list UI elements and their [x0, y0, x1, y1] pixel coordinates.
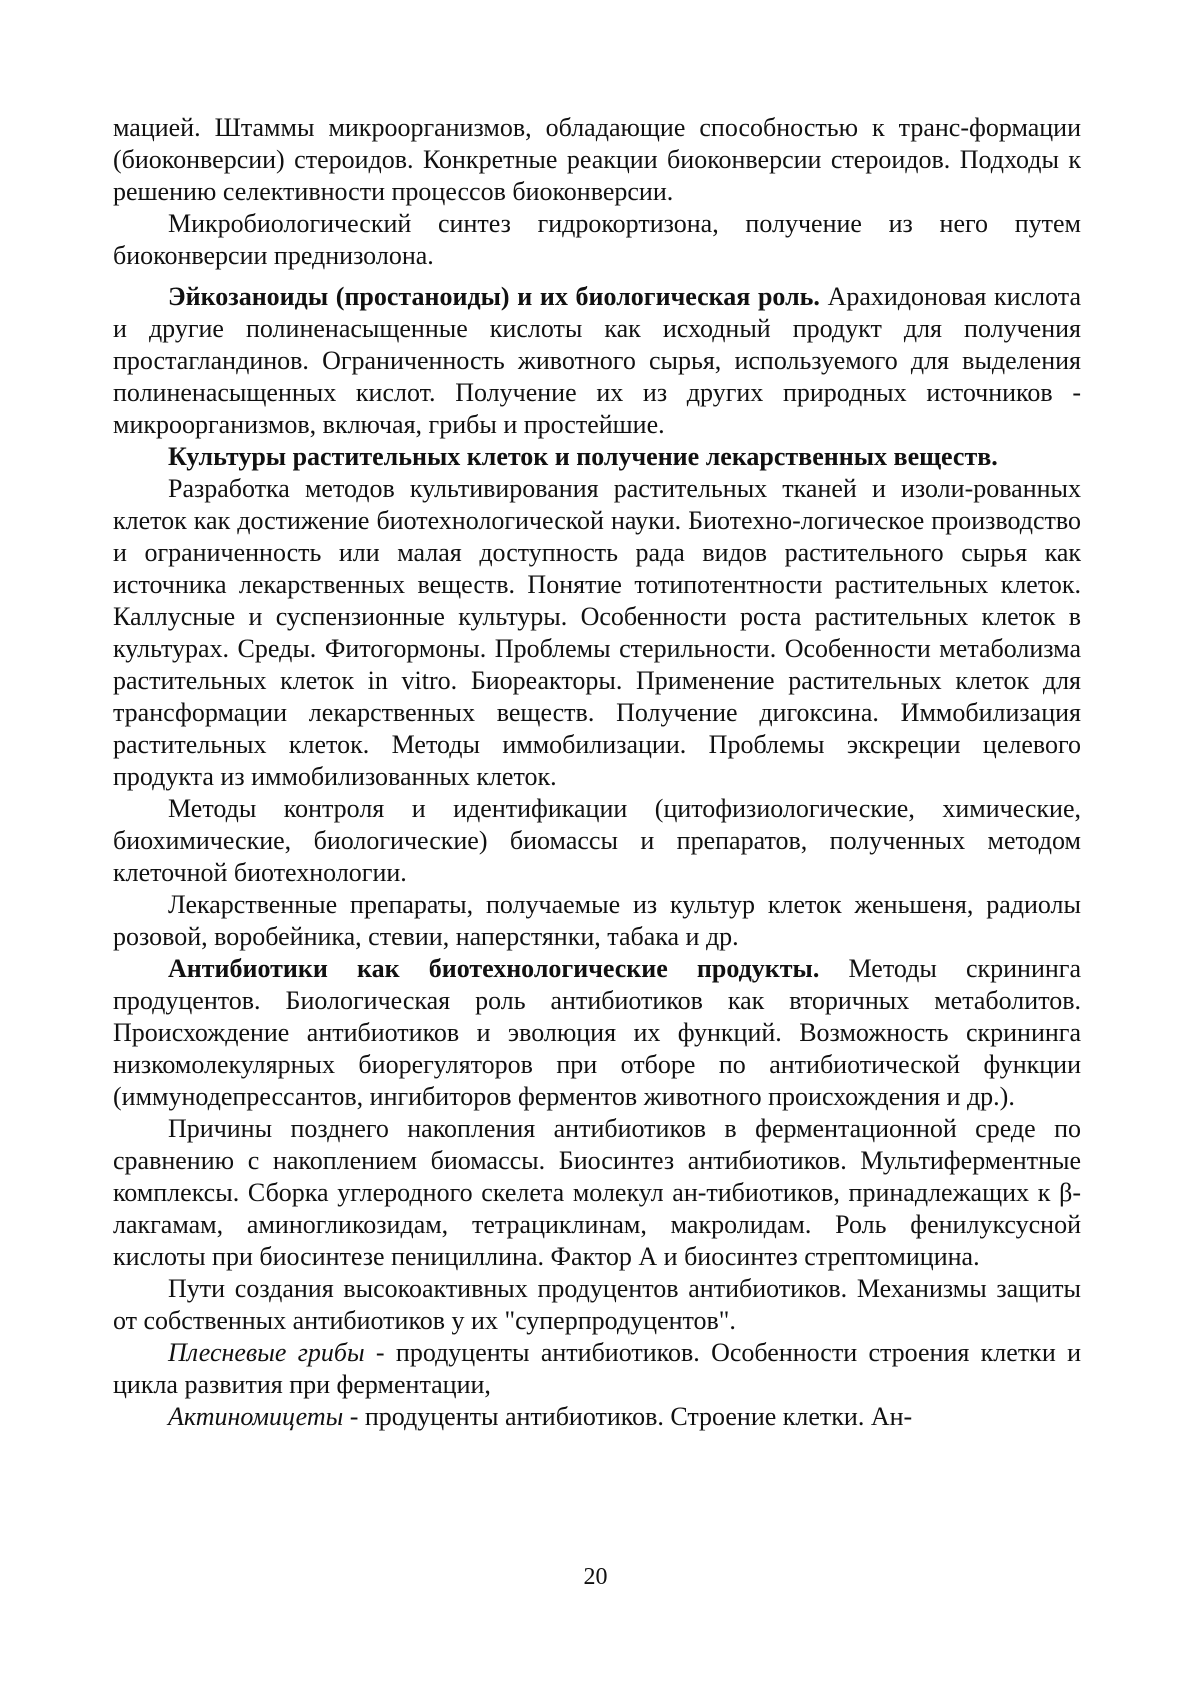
paragraph	[113, 473, 1081, 793]
paragraph	[113, 112, 1081, 208]
page-number: 20	[583, 1564, 608, 1590]
body-text	[113, 112, 1081, 1433]
paragraph	[113, 793, 1081, 889]
paragraph	[113, 1401, 1081, 1433]
italic-term: Актиномицеты	[168, 1402, 344, 1431]
section-heading: Культуры растительных клеток и получение лекарственных веществ.	[168, 442, 998, 471]
text-run: Микробиологический синтез гидрокортизона, получение из него путем биоконверсии преднизолона.	[113, 209, 1081, 270]
text-run: Пути создания высокоактивных продуцентов антибиотиков. Механизмы защиты от собственных антибиотиков у их "суперпродуцентов".	[113, 1274, 1081, 1335]
paragraph	[113, 281, 1081, 441]
paragraph	[113, 889, 1081, 953]
text-run: Арахидоновая кислота и другие полиненасыщенные кислоты как исходный продукт для получения простагландинов. Ограниченность животного сырья, используемого для выделения полиненасыщенных кислот. Получение их из других природных источников - микроорганизмов, включая, грибы и простейшие.	[113, 282, 1081, 439]
text-run: мацией. Штаммы микроорганизмов, обладающие способностью к транс-формации (биоконверсии) стероидов. Конкретные реакции биоконверсии стероидов. Подходы к решению селективности процессов биоконверсии.	[113, 113, 1081, 206]
paragraph	[113, 1273, 1081, 1337]
paragraph	[113, 953, 1081, 1113]
paragraph	[113, 1337, 1081, 1401]
text-run: Методы скрининга продуцентов. Биологическая роль антибиотиков как вторичных метаболитов. Происхождение антибиотиков и эволюция их функций. Возможность скрининга низкомолекулярных биорегуляторов при отборе по антибиотической функции (иммунодепрессантов, ингибиторов ферментов животного происхождения и др.).	[113, 954, 1081, 1111]
paragraph	[113, 1113, 1081, 1273]
text-run: - продуценты антибиотиков. Особенности строения клетки и цикла развития при ферментации,	[113, 1338, 1081, 1399]
text-run: Методы контроля и идентификации (цитофизиологические, химические, биохимические, биологические) биомассы и препаратов, полученных методом клеточной биотехнологии.	[113, 794, 1081, 887]
section-heading: Эйкозаноиды (простаноиды) и их биологическая роль.	[168, 282, 820, 311]
text-run: Причины позднего накопления антибиотиков в ферментационной среде по сравнению с накоплением биомассы. Биосинтез антибиотиков. Мультиферментные комплексы. Сборка углеродного скелета молекул ан-тибиотиков, принадлежащих к β-лакгамам, аминогликозидам, тетрациклинам, макролидам. Роль фенилуксусной кислоты при биосинтезе пенициллина. Фактор А и биосинтез стрептомицина.	[113, 1114, 1081, 1271]
section-heading: Антибиотики как биотехнологические продукты.	[168, 954, 820, 983]
text-run: Лекарственные препараты, получаемые из культур клеток женьшеня, радиолы розовой, воробейника, стевии, наперстянки, табака и др.	[113, 890, 1081, 951]
text-run: - продуценты антибиотиков. Строение клетки. Ан-	[343, 1402, 913, 1431]
paragraph	[113, 208, 1081, 272]
paragraph	[113, 441, 1081, 473]
text-run: Разработка методов культивирования растительных тканей и изоли-рованных клеток как достижение биотехнологической науки. Биотехно-логическое производство и ограниченность или малая доступность рада видов растительного сырья как источника лекарственных веществ. Понятие тотипотентности растительных клеток. Каллусные и суспензионные культуры. Особенности роста растительных клеток в культурах. Среды. Фитогормоны. Проблемы стерильности. Особенности метаболизма растительных клеток in vitro. Биореакторы. Применение растительных клеток для трансформации лекарственных веществ. Получение дигоксина. Иммобилизация растительных клеток. Методы иммобилизации. Проблемы экскреции целевого продукта из иммобилизованных клеток.	[113, 474, 1081, 791]
italic-term: Плесневые грибы	[168, 1338, 365, 1367]
